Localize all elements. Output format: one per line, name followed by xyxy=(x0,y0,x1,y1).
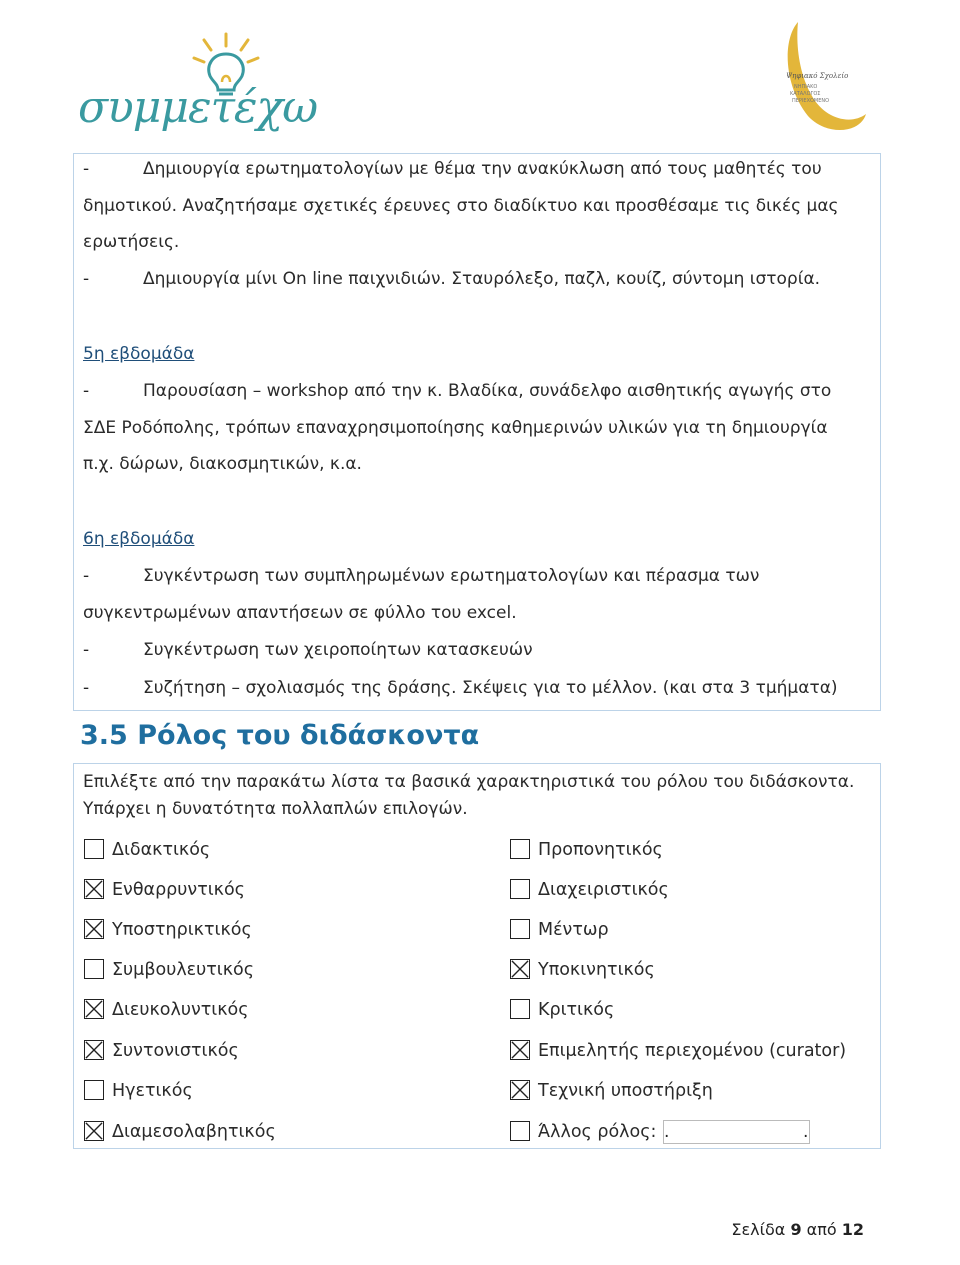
checkbox-label: Υποκινητικός xyxy=(538,960,655,980)
checkbox-label: Συντονιστικός xyxy=(112,1041,239,1061)
logo-line-2: ΝΗΠΙΑΚΟ xyxy=(794,84,818,90)
checkmark-x-icon xyxy=(511,960,529,978)
paragraph-line: Δημιουργία μίνι On line παιχνιδιών. Σταυρόλεξο, παζλ, κουίζ, σύντομη ιστορία. xyxy=(143,269,821,289)
checkbox-kritikos[interactable] xyxy=(510,999,530,1019)
checkbox-igetikos[interactable] xyxy=(84,1080,104,1100)
checkmark-x-icon xyxy=(85,920,103,938)
checkbox-label: Τεχνική υποστήριξη xyxy=(538,1081,713,1101)
paragraph-line: Παρουσίαση – workshop από την κ. Βλαδίκα, συνάδελφο αισθητικής αγωγής στο xyxy=(143,381,832,401)
checkbox-label: Διαχειριστικός xyxy=(538,880,669,900)
paragraph-line: π.χ. δώρων, διακοσμητικών, κ.α. xyxy=(83,454,362,474)
checkbox-enthargyntikos[interactable] xyxy=(84,879,104,899)
checkbox-label: Συμβουλευτικός xyxy=(112,960,255,980)
checkmark-x-icon xyxy=(85,880,103,898)
checkmark-x-icon xyxy=(511,1041,529,1059)
current-page: 9 xyxy=(790,1220,802,1239)
paragraph-line: ερωτήσεις. xyxy=(83,232,180,252)
checkbox-label: Διδακτικός xyxy=(112,840,211,860)
checkbox-label: Υποστηρικτικός xyxy=(112,920,252,940)
logo-line-4: ΠΕΡΙΕΧΟΜΕΝΟ xyxy=(792,98,830,104)
week-5-heading: 5η εβδομάδα xyxy=(83,344,195,364)
paragraph-line: δημοτικού. Αναζητήσαμε σχετικές έρευνες στο διαδίκτυο και προσθέσαμε τις δικές μας xyxy=(83,196,839,216)
checkbox-label: Προπονητικός xyxy=(538,840,663,860)
list-dash: - xyxy=(83,566,90,586)
paragraph-line: ΣΔΕ Ροδόπολης, τρόπων επαναχρησιμοποίησης καθημερινών υλικών για τη δημιουργία xyxy=(83,418,828,438)
other-role-dot-left: . xyxy=(664,1122,670,1142)
checkbox-proponitikos[interactable] xyxy=(510,839,530,859)
checkbox-label: Κριτικός xyxy=(538,1000,615,1020)
list-dash: - xyxy=(83,159,90,179)
other-role-input[interactable] xyxy=(663,1120,810,1144)
paragraph-line: συγκεντρωμένων απαντήσεων σε φύλλο του excel. xyxy=(83,603,517,623)
total-pages: 12 xyxy=(841,1220,864,1239)
paragraph-line: Συζήτηση – σχολιασμός της δράσης. Σκέψεις για το μέλλον. (και στα 3 τμήματα) xyxy=(143,678,838,698)
checkbox-mentor[interactable] xyxy=(510,919,530,939)
logo-line-3: ΚΑΤΑΛΟΓΟΣ xyxy=(790,91,821,97)
instructions-line-2: Υπάρχει η δυνατότητα πολλαπλών επιλογών. xyxy=(83,799,468,819)
checkbox-texniki-ypostirixi[interactable] xyxy=(510,1080,530,1100)
paragraph-line: Συγκέντρωση των χειροποίητων κατασκευών xyxy=(143,640,533,660)
checkbox-syntonistikos[interactable] xyxy=(84,1040,104,1060)
checkbox-label: Άλλος ρόλος: xyxy=(538,1122,657,1142)
list-dash: - xyxy=(83,381,90,401)
checkbox-label: Μέντωρ xyxy=(538,920,609,940)
other-role-dot-right: . xyxy=(803,1122,809,1142)
checkmark-x-icon xyxy=(85,1041,103,1059)
instructions-line-1: Επιλέξτε από την παρακάτω λίστα τα βασικά χαρακτηριστικά του ρόλου του διδάσκοντα. xyxy=(83,772,855,792)
checkbox-label: Διαμεσολαβητικός xyxy=(112,1122,276,1142)
page-prefix: Σελίδα xyxy=(731,1220,786,1239)
list-dash: - xyxy=(83,269,90,289)
page-number xyxy=(731,1219,864,1241)
week-6-heading: 6η εβδομάδα xyxy=(83,529,195,549)
checkbox-symvouleftikos[interactable] xyxy=(84,959,104,979)
logo-wordmark: συμμετέχω xyxy=(78,82,318,133)
list-dash: - xyxy=(83,640,90,660)
section-heading: 3.5 Ρόλος του διδάσκοντα xyxy=(80,720,480,751)
paragraph-line: Συγκέντρωση των συμπληρωμένων ερωτηματολογίων και πέρασμα των xyxy=(143,566,760,586)
list-dash: - xyxy=(83,678,90,698)
checkbox-dieukolyntikos[interactable] xyxy=(84,999,104,1019)
checkmark-x-icon xyxy=(85,1122,103,1140)
logo-line-1: Ψηφιακό Σχολείο xyxy=(786,72,849,80)
checkbox-curator[interactable] xyxy=(510,1040,530,1060)
checkbox-ypostiriktikos[interactable] xyxy=(84,919,104,939)
checkbox-diamesolavitikos[interactable] xyxy=(84,1121,104,1141)
checkbox-label: Διευκολυντικός xyxy=(112,1000,249,1020)
checkmark-x-icon xyxy=(511,1081,529,1099)
checkbox-ypokinitikos[interactable] xyxy=(510,959,530,979)
checkmark-x-icon xyxy=(85,1000,103,1018)
checkbox-diaxeiristikos[interactable] xyxy=(510,879,530,899)
page-middle: από xyxy=(806,1220,837,1239)
checkbox-allos-rolos[interactable] xyxy=(510,1121,530,1141)
paragraph-line: Δημιουργία ερωτηματολογίων με θέμα την ανακύκλωση από τους μαθητές του xyxy=(143,159,822,179)
digital-school-logo xyxy=(778,18,868,136)
checkbox-label: Ηγετικός xyxy=(112,1081,193,1101)
checkbox-label: Ενθαρρυντικός xyxy=(112,880,245,900)
teacher-role-box xyxy=(73,763,881,1149)
checkbox-didaktikos[interactable] xyxy=(84,839,104,859)
checkbox-label: Επιμελητής περιεχομένου (curator) xyxy=(538,1041,847,1061)
sympetexo-logo xyxy=(76,22,318,142)
